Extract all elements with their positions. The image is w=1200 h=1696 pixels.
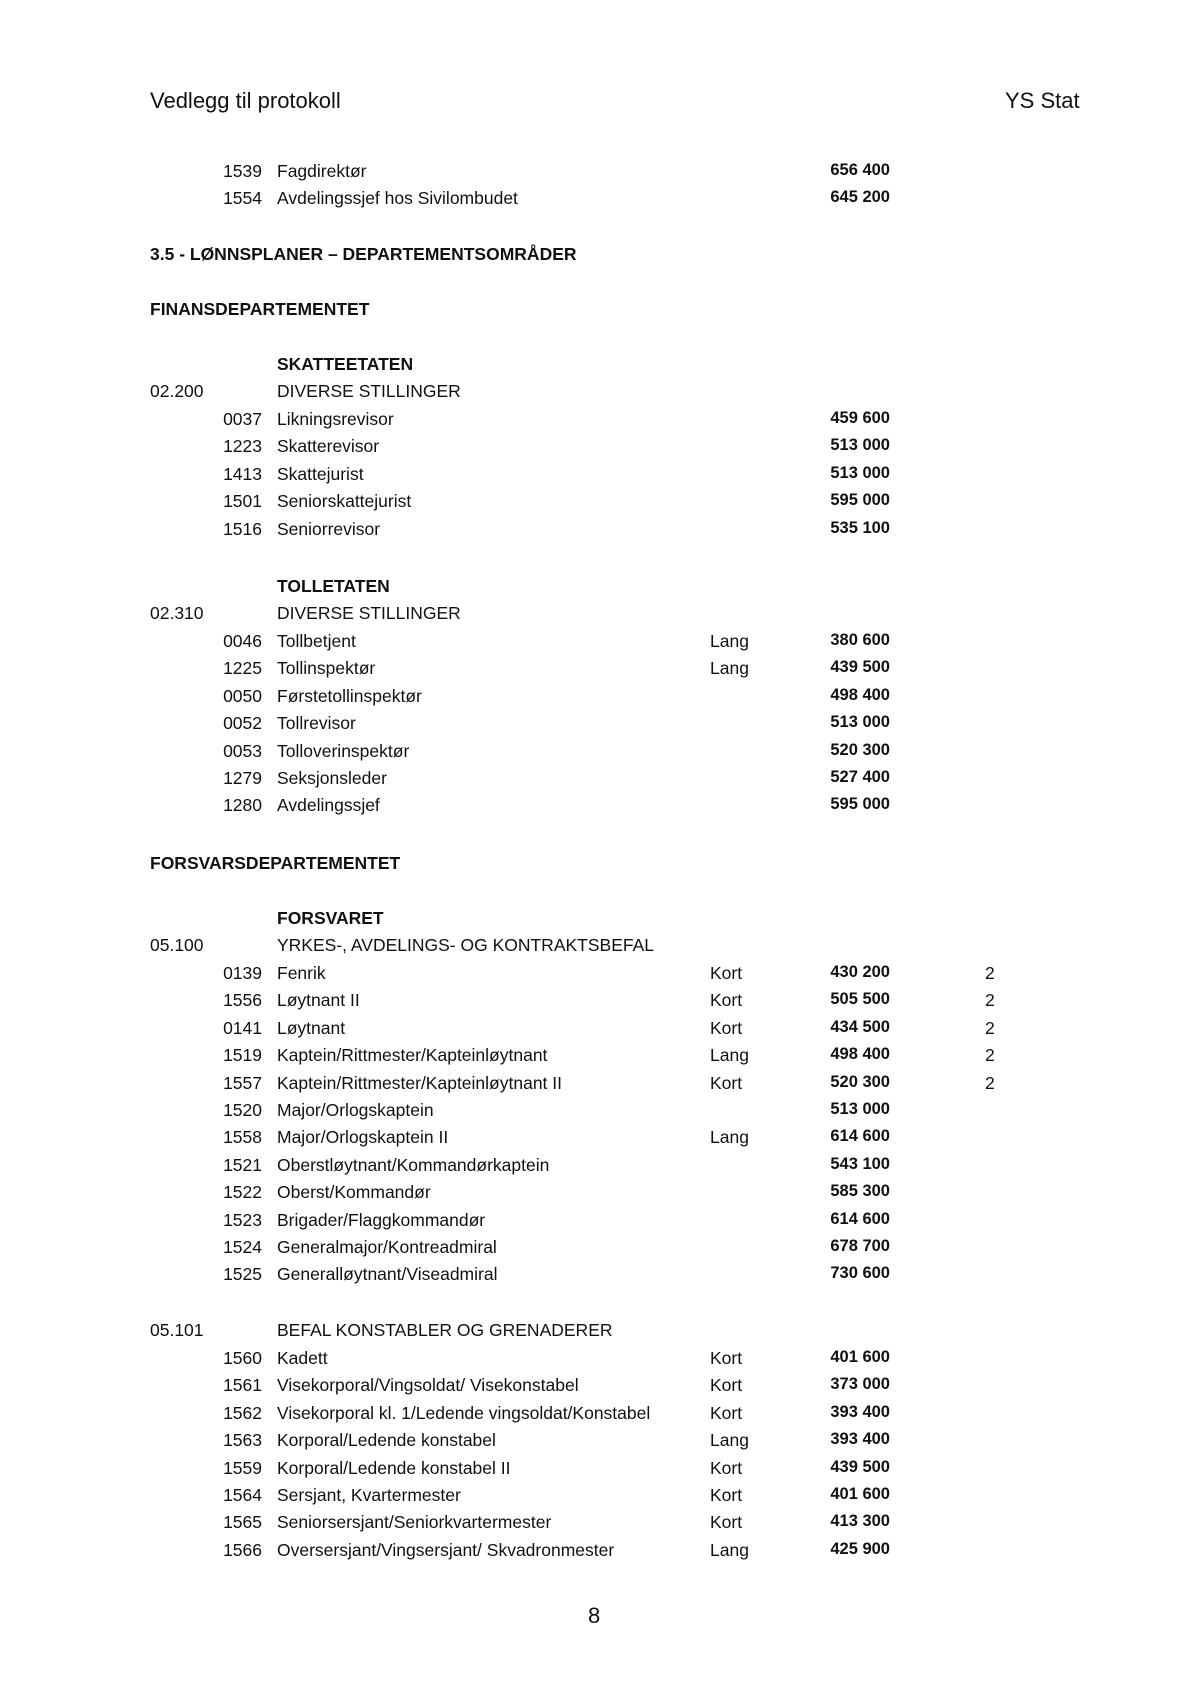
position-title: Tollbetjent xyxy=(277,631,356,651)
salary-amount: 614 600 xyxy=(830,1209,890,1228)
position-title: Oversersjant/Vingsersjant/ Skvadronmester xyxy=(277,1539,615,1560)
category-skatteetaten: DIVERSE STILLINGER xyxy=(277,381,461,401)
position-code: 1560 xyxy=(223,1348,262,1368)
footnote-marker: 2 xyxy=(985,1045,995,1066)
ministry-title-forsvar: FORSVARSDEPARTEMENTET xyxy=(150,853,401,873)
position-code: 0139 xyxy=(223,963,262,983)
contract-type: Kort xyxy=(710,1375,743,1396)
table-row xyxy=(0,795,1200,822)
footnote-marker: 2 xyxy=(985,963,995,983)
contract-type: Kort xyxy=(710,1017,743,1038)
position-code: 1556 xyxy=(223,990,262,1011)
position-title: Avdelingssjef xyxy=(277,795,380,816)
table-row xyxy=(0,1458,1200,1485)
salary-amount: 380 600 xyxy=(830,631,890,649)
position-code: 0052 xyxy=(223,713,262,734)
position-title: Oberst/Kommandør xyxy=(277,1182,431,1203)
table-row xyxy=(0,1375,1200,1402)
position-title: Skatterevisor xyxy=(277,436,380,457)
position-code: 1525 xyxy=(223,1264,262,1285)
table-row xyxy=(0,1018,1200,1045)
contract-type: Lang xyxy=(710,1045,749,1066)
salary-amount: 373 000 xyxy=(830,1375,890,1394)
salary-amount: 459 600 xyxy=(830,409,890,427)
position-code: 0050 xyxy=(223,685,262,706)
position-code: 1225 xyxy=(223,658,262,679)
table-row xyxy=(0,409,1200,436)
position-code: 1516 xyxy=(223,518,262,539)
table-row xyxy=(0,1348,1200,1375)
position-title: Fagdirektør xyxy=(277,161,367,181)
salary-amount: 656 400 xyxy=(830,161,890,179)
header-right: YS Stat xyxy=(1005,88,1080,113)
salary-amount: 401 600 xyxy=(830,1485,890,1503)
contract-type: Kort xyxy=(710,990,743,1011)
plan-number-skatteetaten: 02.200 xyxy=(150,381,204,401)
salary-amount: 430 200 xyxy=(830,963,890,981)
table-row xyxy=(0,188,1200,215)
table-row xyxy=(0,1045,1200,1072)
table-row xyxy=(0,658,1200,685)
table-row xyxy=(0,161,1200,188)
position-title: Seksjonsleder xyxy=(277,768,387,788)
position-title: Major/Orlogskaptein II xyxy=(277,1127,449,1148)
position-title: Korporal/Ledende konstabel II xyxy=(277,1457,511,1478)
position-code: 1561 xyxy=(223,1375,262,1396)
table-row xyxy=(0,1403,1200,1430)
position-title: Fenrik xyxy=(277,963,326,983)
table-row xyxy=(0,741,1200,768)
contract-type: Kort xyxy=(710,1072,743,1093)
table-row xyxy=(0,713,1200,740)
contract-type: Kort xyxy=(710,1402,743,1423)
category-tolletaten: DIVERSE STILLINGER xyxy=(277,603,461,623)
position-title: Oberstløytnant/Kommandørkaptein xyxy=(277,1154,550,1175)
salary-amount: 513 000 xyxy=(830,436,890,455)
salary-amount: 585 300 xyxy=(830,1182,890,1201)
agency-name-forsvaret: FORSVARET xyxy=(277,908,384,928)
position-title: Major/Orlogskaptein xyxy=(277,1100,434,1120)
table-row xyxy=(0,1512,1200,1539)
salary-amount: 498 400 xyxy=(830,1045,890,1064)
position-code: 1501 xyxy=(223,491,262,512)
table-row xyxy=(0,1210,1200,1237)
position-title: Kaptein/Rittmester/Kapteinløytnant II xyxy=(277,1072,562,1093)
position-code: 1539 xyxy=(223,161,262,181)
table-row xyxy=(0,436,1200,463)
salary-amount: 498 400 xyxy=(830,685,890,704)
position-code: 1413 xyxy=(223,463,262,484)
contract-type: Lang xyxy=(710,631,749,651)
salary-amount: 413 300 xyxy=(830,1512,890,1531)
contract-type: Lang xyxy=(710,1430,749,1451)
salary-amount: 425 900 xyxy=(830,1539,890,1558)
position-title: Tollinspektør xyxy=(277,658,376,679)
plan-number-tolletaten: 02.310 xyxy=(150,603,204,623)
ministry-title-finans: FINANSDEPARTEMENTET xyxy=(150,299,370,319)
table-row xyxy=(0,1430,1200,1457)
table-row xyxy=(0,1485,1200,1512)
position-title: Visekorporal kl. 1/Ledende vingsoldat/Konstabel xyxy=(277,1402,651,1423)
table-row xyxy=(0,631,1200,658)
table-row xyxy=(0,1100,1200,1127)
position-code: 1557 xyxy=(223,1072,262,1093)
salary-amount: 595 000 xyxy=(830,491,890,510)
contract-type: Kort xyxy=(710,1348,743,1368)
salary-amount: 527 400 xyxy=(830,768,890,786)
contract-type: Kort xyxy=(710,1512,743,1533)
position-title: Løytnant xyxy=(277,1017,346,1038)
category-befal: BEFAL KONSTABLER OG GRENADERER xyxy=(277,1320,613,1340)
plan-number-befal: 05.101 xyxy=(150,1320,204,1340)
salary-amount: 401 600 xyxy=(830,1348,890,1366)
position-title: Førstetollinspektør xyxy=(277,685,422,706)
position-title: Løytnant II xyxy=(277,990,360,1011)
position-code: 1280 xyxy=(223,795,262,816)
contract-type: Lang xyxy=(710,1539,749,1560)
position-code: 1522 xyxy=(223,1182,262,1203)
salary-amount: 520 300 xyxy=(830,1072,890,1091)
salary-amount: 393 400 xyxy=(830,1430,890,1449)
salary-amount: 513 000 xyxy=(830,463,890,482)
table-row xyxy=(0,1540,1200,1567)
table-row xyxy=(0,768,1200,795)
position-title: Skattejurist xyxy=(277,463,364,484)
agency-name-tolletaten: TOLLETATEN xyxy=(277,576,390,596)
footnote-marker: 2 xyxy=(985,1017,995,1038)
table-row xyxy=(0,1264,1200,1291)
table-row xyxy=(0,1182,1200,1209)
table-row xyxy=(0,963,1200,990)
position-title: Visekorporal/Vingsoldat/ Visekonstabel xyxy=(277,1375,579,1396)
table-row xyxy=(0,519,1200,546)
salary-amount: 513 000 xyxy=(830,1100,890,1118)
table-row xyxy=(0,1237,1200,1264)
position-code: 1523 xyxy=(223,1209,262,1230)
position-code: 1562 xyxy=(223,1402,262,1423)
salary-amount: 535 100 xyxy=(830,518,890,537)
position-code: 1223 xyxy=(223,436,262,457)
salary-amount: 730 600 xyxy=(830,1264,890,1283)
position-code: 1519 xyxy=(223,1045,262,1066)
position-title: Generalmajor/Kontreadmiral xyxy=(277,1237,497,1257)
agency-name-skatteetaten: SKATTEETATEN xyxy=(277,354,414,374)
position-code: 0141 xyxy=(223,1017,262,1038)
position-title: Seniorskattejurist xyxy=(277,491,412,512)
position-title: Tollrevisor xyxy=(277,713,356,734)
position-title: Likningsrevisor xyxy=(277,409,394,429)
position-title: Seniorrevisor xyxy=(277,518,381,539)
position-title: Sersjant, Kvartermester xyxy=(277,1485,461,1505)
table-row xyxy=(0,686,1200,713)
table-row xyxy=(0,491,1200,518)
contract-type: Kort xyxy=(710,1485,743,1505)
contract-type: Kort xyxy=(710,1457,743,1478)
position-code: 1524 xyxy=(223,1237,262,1257)
salary-amount: 595 000 xyxy=(830,795,890,814)
position-title: Kadett xyxy=(277,1348,328,1368)
position-code: 1521 xyxy=(223,1154,262,1175)
table-row xyxy=(0,1155,1200,1182)
position-title: Tolloverinspektør xyxy=(277,740,410,761)
contract-type: Lang xyxy=(710,1127,749,1148)
plan-number-forsvaret: 05.100 xyxy=(150,935,204,955)
footnote-marker: 2 xyxy=(985,990,995,1011)
position-code: 1566 xyxy=(223,1539,262,1560)
table-row xyxy=(0,1127,1200,1154)
footnote-marker: 2 xyxy=(985,1072,995,1093)
salary-amount: 678 700 xyxy=(830,1237,890,1255)
position-title: Avdelingssjef hos Sivilombudet xyxy=(277,188,518,209)
position-title: Brigader/Flaggkommandør xyxy=(277,1209,486,1230)
position-title: Korporal/Ledende konstabel xyxy=(277,1430,496,1451)
position-title: Generalløytnant/Viseadmiral xyxy=(277,1264,498,1285)
position-code: 1559 xyxy=(223,1457,262,1478)
salary-amount: 434 500 xyxy=(830,1017,890,1036)
position-code: 1563 xyxy=(223,1430,262,1451)
contract-type: Lang xyxy=(710,658,749,679)
position-code: 1520 xyxy=(223,1100,262,1120)
position-code: 1564 xyxy=(223,1485,262,1505)
position-code: 0037 xyxy=(223,409,262,429)
table-row xyxy=(0,990,1200,1017)
salary-amount: 393 400 xyxy=(830,1402,890,1421)
position-code: 1565 xyxy=(223,1512,262,1533)
salary-amount: 505 500 xyxy=(830,990,890,1009)
salary-amount: 439 500 xyxy=(830,658,890,677)
salary-amount: 513 000 xyxy=(830,713,890,732)
contract-type: Kort xyxy=(710,963,743,983)
header-left: Vedlegg til protokoll xyxy=(150,88,341,113)
position-code: 1554 xyxy=(223,188,262,209)
section-heading: 3.5 - LØNNSPLANER – DEPARTEMENTSOMRÅDER xyxy=(150,244,577,264)
category-forsvaret: YRKES-, AVDELINGS- OG KONTRAKTSBEFAL xyxy=(277,935,654,955)
position-title: Seniorsersjant/Seniorkvartermester xyxy=(277,1512,552,1533)
salary-amount: 645 200 xyxy=(830,188,890,207)
salary-amount: 614 600 xyxy=(830,1127,890,1146)
position-code: 1279 xyxy=(223,768,262,788)
position-title: Kaptein/Rittmester/Kapteinløytnant xyxy=(277,1045,548,1066)
salary-amount: 439 500 xyxy=(830,1457,890,1476)
salary-amount: 520 300 xyxy=(830,740,890,759)
position-code: 0053 xyxy=(223,740,262,761)
table-row xyxy=(0,464,1200,491)
position-code: 0046 xyxy=(223,631,262,651)
table-row xyxy=(0,1073,1200,1100)
page-number: 8 xyxy=(588,1603,601,1628)
salary-amount: 543 100 xyxy=(830,1154,890,1173)
position-code: 1558 xyxy=(223,1127,262,1148)
